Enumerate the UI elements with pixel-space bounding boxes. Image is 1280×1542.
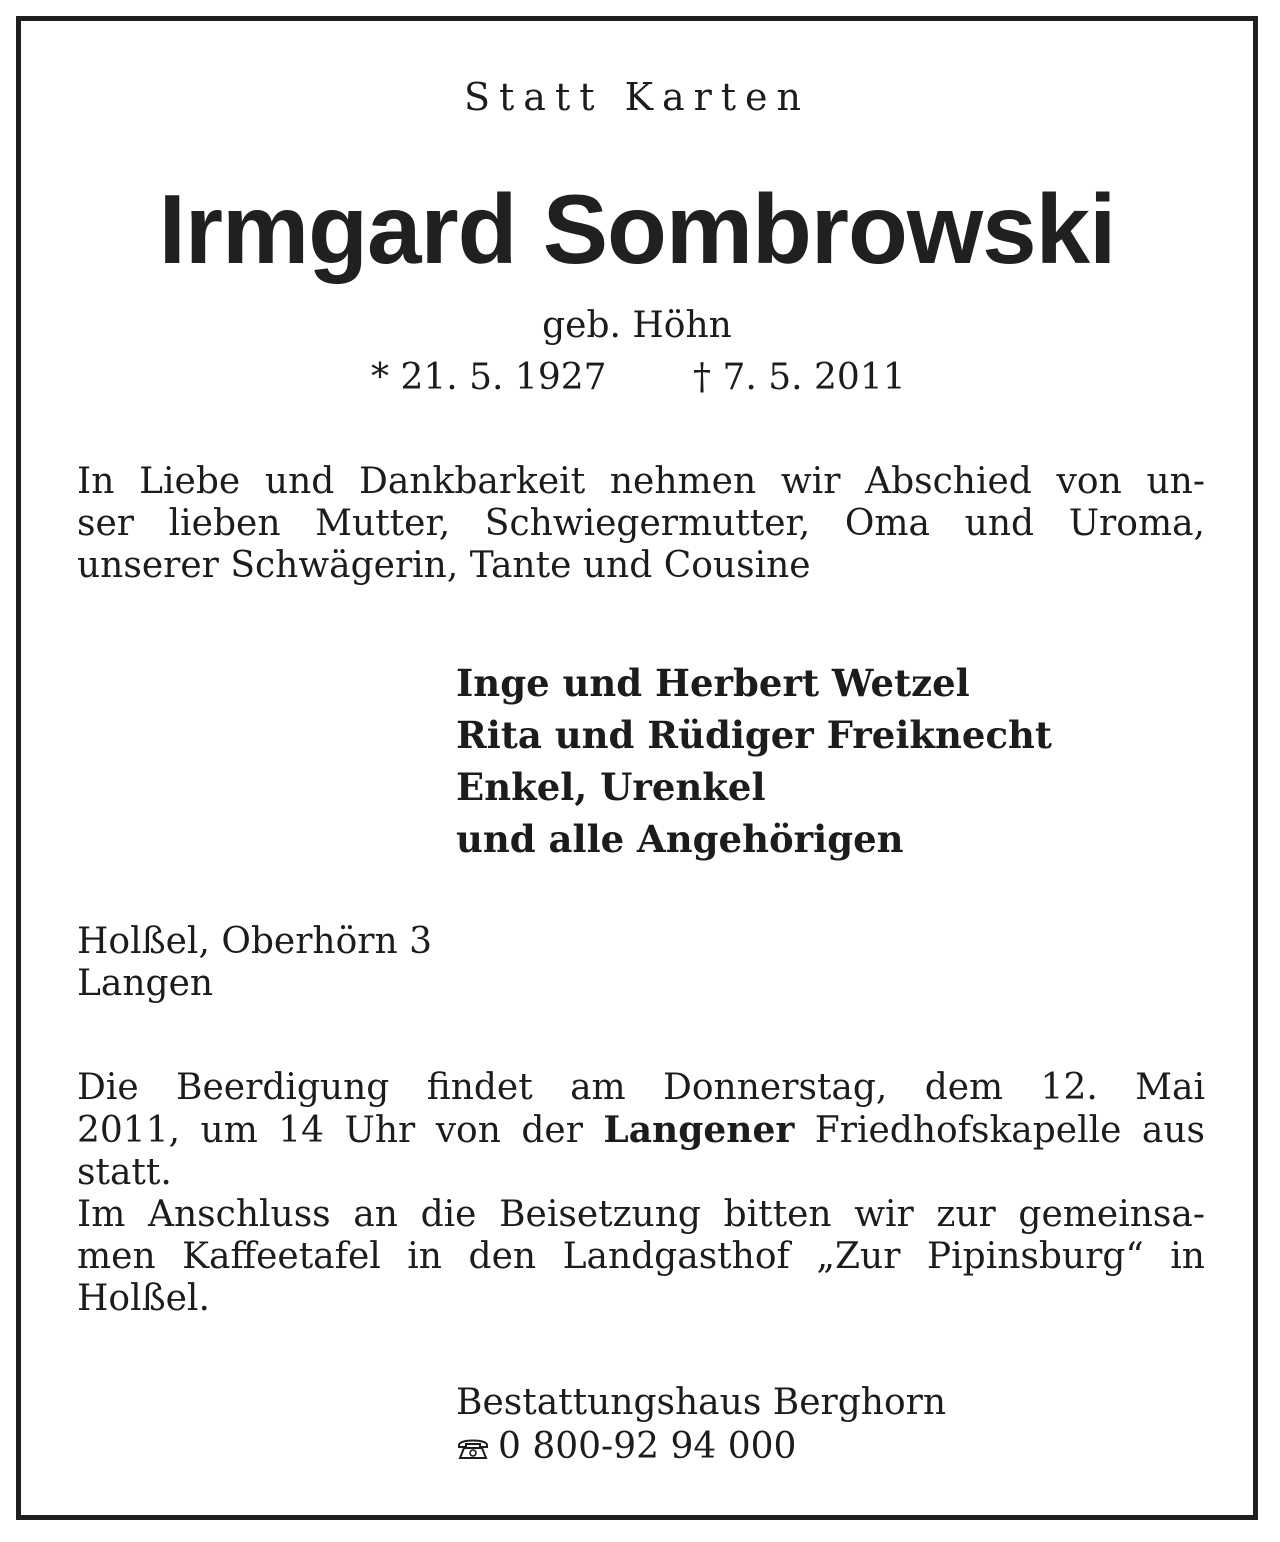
deceased-name: Irmgard Sombrowski: [158, 174, 1116, 284]
funeral-line: [77, 1109, 1205, 1152]
intro-line: unserer Schwägerin, Tante und Cousine: [77, 545, 811, 586]
address-line: Langen: [77, 963, 214, 1004]
mourner-line: Enkel, Urenkel: [456, 765, 766, 809]
address-block: [77, 921, 432, 1005]
undertaker-name: Bestattungshaus Berghorn: [456, 1382, 947, 1423]
address-line: Holßel, Oberhörn 3: [77, 921, 433, 962]
birth-date: * 21. 5. 1927: [371, 357, 607, 398]
notice-frame: [16, 16, 1258, 1520]
undertaker-phone-line: [456, 1425, 946, 1469]
mourner-line: Inge und Herbert Wetzel: [456, 661, 970, 705]
statt-karten: Statt Karten: [463, 75, 811, 119]
funeral-line-part: Friedhofskapelle aus: [814, 1110, 1206, 1151]
intro-text: [77, 461, 1205, 587]
funeral-line: Im Anschluss an die Beisetzung bitten wir zur gemeinsa-: [77, 1194, 1205, 1235]
mourner-line: und alle Angehörigen: [456, 817, 904, 861]
funeral-line-part: 2011, um 14 Uhr von der: [77, 1110, 583, 1151]
funeral-text: [77, 1067, 1205, 1320]
funeral-location-bold: Langener: [603, 1109, 795, 1151]
maiden-name: geb. Höhn: [542, 305, 732, 346]
intro-line: In Liebe und Dankbarkeit nehmen wir Abschied von un-: [77, 461, 1205, 502]
funeral-line: Holßel.: [77, 1278, 210, 1319]
undertaker-block: [456, 1381, 946, 1469]
telephone-icon: [456, 1427, 490, 1451]
mourners-list: [456, 657, 1052, 865]
funeral-line: Die Beerdigung findet am Donnerstag, dem 12. Mai: [77, 1067, 1205, 1108]
undertaker-phone: 0 800-92 94 000: [498, 1426, 797, 1467]
death-date: † 7. 5. 2011: [693, 357, 906, 398]
funeral-line: statt.: [77, 1152, 172, 1193]
funeral-line: men Kaffeetafel in den Landgasthof „Zur Pipinsburg“ in: [77, 1236, 1205, 1277]
intro-line: ser lieben Mutter, Schwiegermutter, Oma und Uroma,: [77, 503, 1205, 544]
mourner-line: Rita und Rüdiger Freiknecht: [456, 713, 1052, 757]
